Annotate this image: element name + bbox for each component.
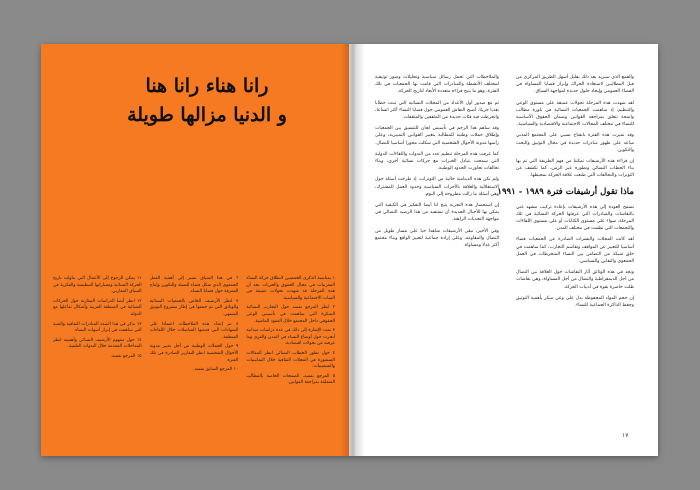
page-number: ١٧: [622, 432, 629, 439]
paragraph: وقد ساهم هذا الزخم في تأسيس لجان للتنسيق بين الجمعيات وإطلاق حملات وطنية للمطالبة بتغيير القوانين التمييزية، وعلى رأسها مدونة الأحوال الشخصية التي شكلت محورا أساسيا للنضال.: [375, 126, 499, 146]
paragraph: وفي الأخير، تبقى الأرشيفات شاهدا حيا على مسار طويل من النضال والمقاومة، وعلى إرادة جماعية لتغيير الواقع وبناء مجتمع أكثر عدلا ومساواة.: [375, 228, 499, 249]
right-page: [349, 44, 658, 456]
paragraph: ونجد في هذه الوثائق آثار النقاشات حول العلاقة بين النضال من أجل الديمقراطية والنضال من أجل المساواة، وهي نقاشات ظلت حاضرة بقوة في أدبيات الحركة.: [516, 270, 634, 290]
pull-quote: [97, 72, 317, 130]
paragraph: والقمع الذي سيزيد بعد ذلك بقليل أسهل الطريق المركزي من قبل المطالبين لاستعادة الحراك وإبراز قضايا المساواة في الفضاء العمومي وإيجاد حلول جديدة لمواجهة السياق.: [516, 75, 634, 95]
pull-quote-line-2: و الدنيا مزالها طويلة: [127, 104, 287, 126]
paragraph: كما عرفت هذه المرحلة تنظيم عدد من الندوات واللقاءات الدولية التي سمحت بتبادل الخبرات مع حركات نسائية أخرى، وبناء تحالفات تجاوزت الحدود الوطنية.: [375, 151, 499, 172]
endnote: ١٠ المرجع السابق نفسه.: [193, 367, 239, 373]
body-column-right: [497, 74, 634, 424]
endnote: ٨ تم إعداد هذه الملاحظات اعتمادا على الشهادات التي قدمتها المناضلات خلال اللقاءات المنظمة.: [149, 321, 239, 340]
endnote: ١١ يمكن الرجوع إلى الأعمال التي تناولت تاريخ الحركة النسائية ومساراتها التنظيمية والفكرية في السياق المغاربي.: [52, 276, 142, 295]
endnote: ١ بمناسبة الذكرى الخمسين لانطلاق حركة النساء المغربيات في مجال الحقوق والحريات نجد أن هذه المرحلة قد شهدت تحولات عميقة في البنيات الاجتماعية والسياسية.: [246, 276, 335, 301]
paragraph: إن قراءة هذه الأرشيفات تمكننا من فهم الطريقة التي تم بها بناء الخطاب النسائي وتطوره عبر الزمن، كما تكشف عن التوترات والتحالفات التي طبعت علاقة الحركة بمحيطها.: [516, 159, 634, 179]
paragraph: وقد تميزت هذه الفترة بانفتاح نسبي على المجتمع المدني ساعد على ظهور مبادرات جديدة في مجال التوثيق والبحث والتكوين.: [516, 133, 634, 153]
pull-quote-line-1: رانا هناء رانا هنا: [145, 75, 269, 97]
section-heading: ماذا تقول أرشيفات فترة ١٩٨٩ - ١٩٩١: [497, 186, 634, 197]
paragraph: تسمح العودة إلى هذه الأرشيفات بإعادة تركيب مشهد غني بالنقاشات والمبادرات التي عرفتها الحركة النسائية في تلك المرحلة، سواء على مستوى الكتابات أو على مستوى اللقاءات والتجمعات التي نظمت في مختلف المدن.: [516, 204, 634, 232]
endnote: ٥ المرجع نفسه، الصفحات الخاصة بالمطالب المتعلقة بمراجعة القوانين.: [246, 373, 335, 386]
endnote: ٦ في هذا السياق نشير إلى أهمية العمل الجمعوي الذي شكل فضاء للتعبئة والتكوين وإنتاج المعرفة حول قضايا النساء.: [149, 276, 239, 295]
endnote: ١٢ انظر أيضا الدراسات المقارنة حول الحركات النسائية في المنطقة العربية وأشكال تفاعلها مع الدولة.: [52, 298, 142, 317]
endnotes-column-2: [150, 276, 239, 446]
endnotes: [53, 276, 335, 446]
paragraph: والملاحظات التي تحمل رسائل سياسية وتحليلات وصور توثيقية لمختلف الأنشطة والمبادرات التي قامت بها الجمعيات في تلك الفترة، وهو ما يتيح قراءة متعددة الأبعاد لتاريخ الحركة.: [375, 75, 499, 95]
paragraph: لقد كانت المجلات والنشرات الصادرة عن الجمعيات فضاء أساسيا للتعبير عن المواقف وتقاسم التجارب، كما ساهمت في خلق شبكة من التضامن بين النساء المنخرطات في العمل الجمعوي والنقابي والسياسي.: [516, 237, 634, 265]
endnotes-column-1: [246, 276, 335, 446]
endnote: ٩ حول الحملات الوطنية من أجل تغيير مدونة الأحوال الشخصية انظر التقارير الصادرة في تلك الفترة.: [149, 344, 239, 363]
open-magazine-spread: [41, 44, 658, 456]
paragraph: ولم تكن هذه الدينامية خالية من التوترات، إذ طرحت أسئلة حول الاستقلالية والعلاقة بالأحزاب السياسية وحدود العمل المشترك، وهي أسئلة ما زالت مطروحة إلى اليوم.: [375, 177, 499, 197]
paragraph: إن استحضار هذه التجربة يتيح لنا أيضا التفكير في الكيفية التي يمكن بها للأجيال الجديدة أن تستفيد من هذا الرصيد النضالي في مواجهة التحديات الراهنة.: [375, 203, 499, 223]
paragraph: ثم مع صدور أول الأعداد من المجلات النسائية التي تبنت خطابا نقديا جريئا، أصبح النقاش العمومي حول قضايا النساء أكثر اتساعا، وانخرطت فيه فئات جديدة من المثقفين والمثقفات.: [375, 100, 499, 121]
paragraph: إن حجم المواد المحفوظة يدل على وعي مبكر بأهمية التوثيق وحفظ الذاكرة الجماعية للنساء.: [516, 295, 634, 309]
endnote: ١٥ المرجع نفسه.: [110, 353, 142, 359]
endnote: ٢ انظر المرجع نفسه حول التجارب النسائية المبكرة التي ساهمت في تأسيس الوعي الحقوقي داخل المجتمع خلال العقود الماضية.: [246, 305, 335, 324]
body-column-left: [375, 74, 499, 424]
endnote: ١٣ نذكر في هذا الصدد المبادرات الثقافية والفنية التي ساهمت في إبراز أصوات النساء.: [52, 321, 142, 334]
paragraph: لقد شهدت هذه المرحلة تحولات عميقة على مستوى الوعي والتنظيم، إذ ساهمت الجمعيات النسائية في بلورة مطالب واضحة تتعلق بمراجعة القوانين وضمان الحقوق الأساسية للنساء في مختلف المجالات الاجتماعية والاقتصادية والسياسية.: [516, 100, 634, 128]
endnote: ٤ حول تطور الخطاب النسائي انظر المقالات المنشورة في المجلات الثقافية خلال الثمانينيات والتسعينيات.: [246, 350, 335, 370]
endnote: ١٤ حول مفهوم الأرشيف النسائي وأهميته انظر المداخلات المقدمة خلال الندوات العلمية.: [52, 337, 142, 350]
endnote: ٧ انظر الأرشيف الخاص بالجمعيات النسائية والوثائق التي تم جمعها في إطار مشروع التوثيق الشفهي.: [149, 298, 239, 317]
endnote: ٣ تمت الإشارة إلى ذلك في عدة دراسات ميدانية أنجزت حول أوضاع النساء في المدن والقرى وما عرفته من تحولات اقتصادية.: [246, 328, 335, 347]
endnotes-column-3: [53, 276, 142, 446]
left-page: [41, 44, 349, 456]
